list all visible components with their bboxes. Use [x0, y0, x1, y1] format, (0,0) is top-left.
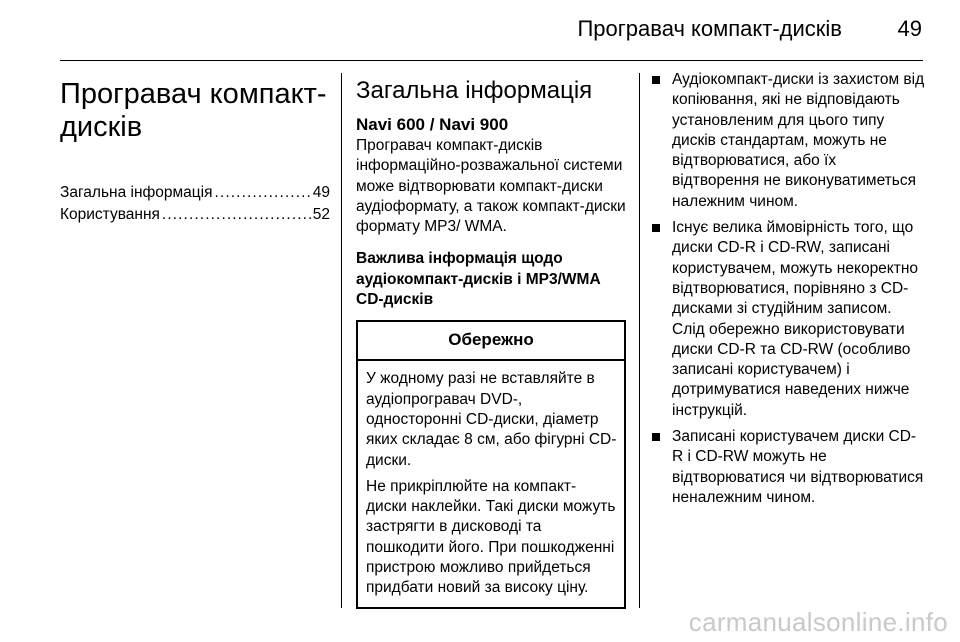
- list-item-text: Існує велика ймовірність того, що диски CD-R і CD-RW, записані користувачем, можуть некоректно відтворюватися, порівняно з CD-дисками зі студійним записом. Слід обережно використовувати диски CD-R та CD-RW (особливо записані користувачем) і дотримуватися наведених нижче інструкцій.: [672, 219, 919, 419]
- caution-body: [358, 361, 624, 606]
- toc-label: Загальна інформація: [60, 184, 213, 201]
- list-item-text: Аудіокомпакт-диски із захистом від копіювання, які не відповідають установленим для цього типу дисків стандартам, можуть не відтворюватися, або їх відтворення не виконуватиметься належним чином.: [672, 71, 925, 210]
- table-of-contents: [60, 182, 330, 226]
- running-title: Програвач компакт-дисків: [577, 16, 842, 41]
- caution-title: Обережно: [358, 322, 624, 361]
- column-right: [652, 70, 926, 514]
- toc-page-number: 52: [312, 206, 330, 223]
- column-middle: [356, 70, 626, 609]
- list-item: [652, 427, 926, 508]
- column-divider-2: [639, 73, 640, 608]
- toc-leader-dots: [215, 182, 311, 204]
- square-bullet-icon: [652, 433, 660, 441]
- toc-entry-usage[interactable]: [60, 204, 330, 226]
- column-left: [60, 70, 330, 226]
- running-header: [0, 0, 960, 60]
- important-info-heading: Важлива інформація щодо аудіокомпакт-дисків і MP3/WMA CD-дисків: [356, 250, 601, 309]
- section-title: Загальна інформація: [356, 77, 593, 104]
- list-item-text: Записані користувачем диски CD-R і CD-RW можуть не відтворюватися чи відтворюватися неналежним чином.: [672, 428, 924, 506]
- list-item: [652, 70, 926, 212]
- square-bullet-icon: [652, 76, 660, 84]
- bullet-list: [652, 70, 926, 508]
- toc-label: Користування: [60, 206, 160, 223]
- toc-entry-general-info[interactable]: [60, 182, 330, 204]
- site-watermark: carmanualsonline.info: [688, 607, 948, 637]
- list-item: [652, 218, 926, 421]
- toc-page-number: 49: [312, 184, 330, 201]
- square-bullet-icon: [652, 224, 660, 232]
- intro-paragraph: Програвач компакт-дисків інформаційно-розважальної системи може відтворювати компакт-диски аудіоформату, а також компакт-диски формату MP3/ WMA.: [356, 137, 626, 236]
- column-divider-1: [341, 73, 342, 608]
- caution-paragraph: У жодному разі не вставляйте в аудіопрогравач DVD-, односторонні CD-диски, діаметр яких складає 8 см, або фігурні CD-диски.: [366, 370, 617, 469]
- header-rule: [60, 60, 923, 61]
- chapter-title: Програвач компакт-дисків: [60, 78, 327, 143]
- page-number: 49: [897, 16, 922, 41]
- model-subtitle: Navi 600 / Navi 900: [356, 115, 509, 134]
- caution-paragraph: Не прикріплюйте на компакт-диски наклейки. Такі диски можуть застрягти в дисководі та пошкодити його. При пошкодженні пристрою можливо прийдеться придбати новий за високу ціну.: [366, 477, 616, 597]
- caution-box: [356, 320, 626, 608]
- toc-leader-dots: [162, 204, 311, 226]
